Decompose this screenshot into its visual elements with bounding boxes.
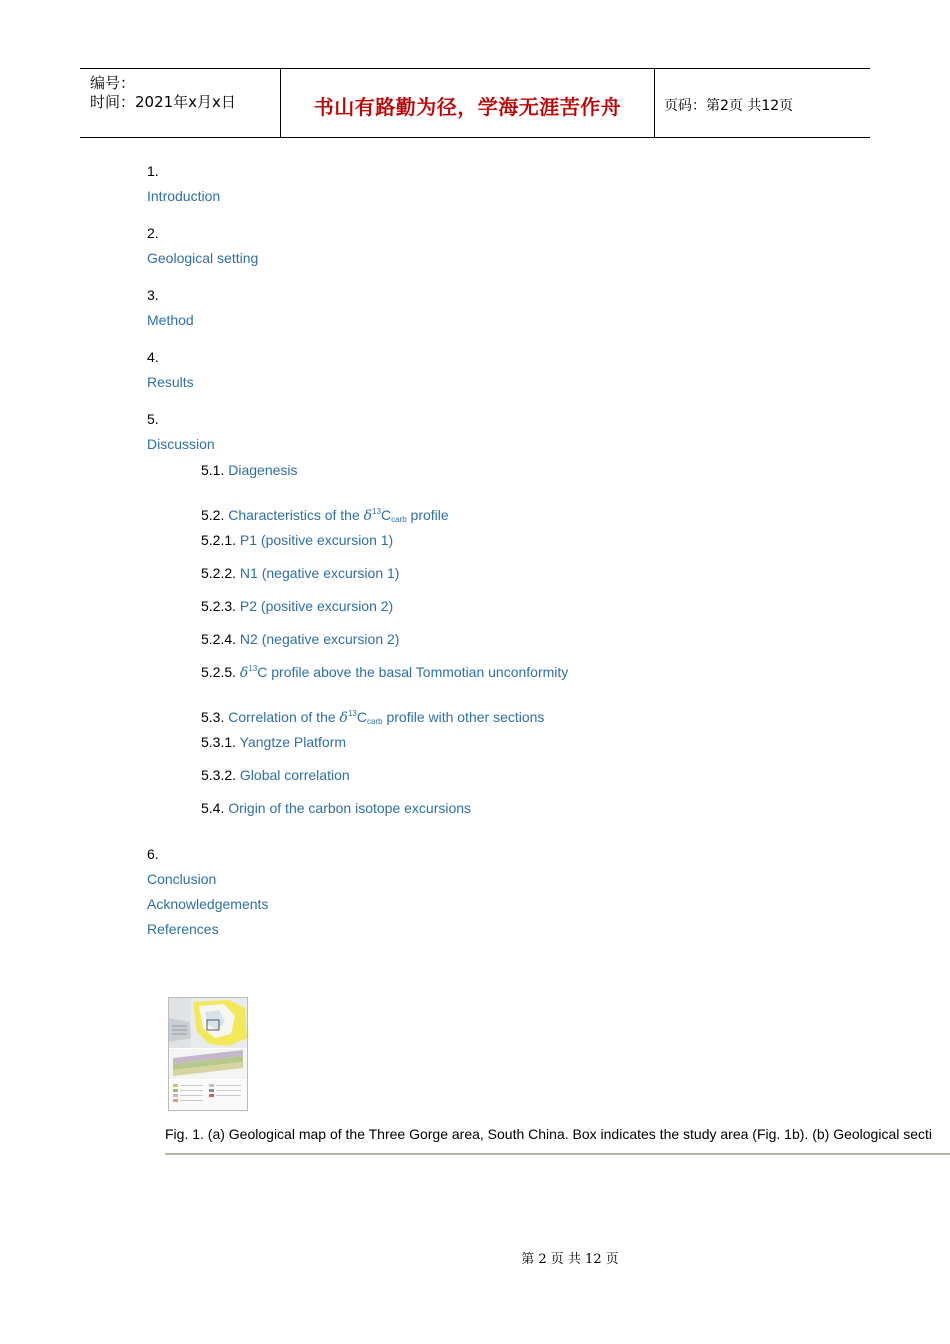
toc-number-5-2-5: 5.2.5. xyxy=(201,664,237,680)
figure-1-caption: Fig. 1. (a) Geological map of the Three Gorge area, South China. Box indicates the study area (Fig. 1b). (b) Geological secti xyxy=(165,1126,933,1142)
toc-link-discussion[interactable]: Discussion xyxy=(147,436,215,452)
toc-number-1: 1. xyxy=(147,163,159,179)
carbon-symbol: C xyxy=(380,507,392,523)
toc-link-geological-setting[interactable]: Geological setting xyxy=(147,250,259,266)
toc-item-5-2-5 xyxy=(201,664,568,681)
toc-number-2: 2. xyxy=(147,225,159,241)
toc-link-n2[interactable]: N2 (negative excursion 2) xyxy=(239,631,400,647)
toc-link-origin-excursions[interactable]: Origin of the carbon isotope excursions xyxy=(228,800,472,816)
motto-text: 书山有路勤为径，学海无涯苦作舟 xyxy=(313,94,622,119)
toc-link-characteristics-profile[interactable] xyxy=(228,507,448,523)
toc-number-5-3-2: 5.3.2. xyxy=(201,767,237,783)
toc-link-p2[interactable]: P2 (positive excursion 2) xyxy=(239,598,394,614)
toc-item-5-2-4 xyxy=(201,631,399,647)
delta-symbol: δ xyxy=(339,710,348,726)
superscript-13: 13 xyxy=(248,664,258,673)
delta-symbol: δ xyxy=(363,508,373,524)
figure-1-thumbnail[interactable] xyxy=(168,997,248,1111)
toc-link-n1[interactable]: N1 (negative excursion 1) xyxy=(239,565,400,581)
toc-number-5-2: 5.2. xyxy=(201,507,225,523)
toc-item-5-2-2 xyxy=(201,565,399,581)
toc-number-5-4: 5.4. xyxy=(201,800,225,816)
toc-link-p1[interactable]: P1 (positive excursion 1) xyxy=(239,532,394,548)
toc-5-2-pre: Characteristics of the xyxy=(228,507,364,523)
toc-number-5-2-4: 5.2.4. xyxy=(201,631,237,647)
toc-link-correlation[interactable] xyxy=(228,709,544,725)
carbon-symbol: C xyxy=(356,709,368,725)
toc-item-5-3 xyxy=(201,709,544,726)
header-meta-cell xyxy=(80,69,281,137)
serial-label: 编号： xyxy=(90,74,136,92)
toc-link-acknowledgements[interactable]: Acknowledgements xyxy=(147,896,269,912)
toc-item-5-3-1 xyxy=(201,734,346,750)
toc-item-5-2 xyxy=(201,507,449,524)
toc-number-5-1: 5.1. xyxy=(201,462,225,478)
toc-link-references[interactable]: References xyxy=(147,921,219,937)
toc-number-5-3-1: 5.3.1. xyxy=(201,734,237,750)
toc-5-3-pre: Correlation of the xyxy=(228,709,340,725)
superscript-13: 13 xyxy=(347,709,357,718)
toc-link-introduction[interactable]: Introduction xyxy=(147,188,221,204)
toc-link-results[interactable]: Results xyxy=(147,374,194,390)
page-footer: 第 2 页 共 12 页 xyxy=(521,1252,619,1267)
page-header xyxy=(80,68,870,138)
toc-number-5: 5. xyxy=(147,411,159,427)
toc-number-5-3: 5.3. xyxy=(201,709,225,725)
subscript-carb: carb xyxy=(391,515,407,524)
caption-divider xyxy=(165,1153,950,1155)
toc-number-5-2-2: 5.2.2. xyxy=(201,565,237,581)
toc-5-2-post: profile xyxy=(406,507,449,523)
toc-number-3: 3. xyxy=(147,287,159,303)
geological-map-image xyxy=(169,998,247,1110)
delta-symbol: δ xyxy=(239,665,249,681)
toc-number-5-2-3: 5.2.3. xyxy=(201,598,237,614)
toc-number-5-2-1: 5.2.1. xyxy=(201,532,237,548)
toc-link-method[interactable]: Method xyxy=(147,312,194,328)
page-info: 页码：第2页 共12页 xyxy=(664,98,794,114)
toc-5-3-post: profile with other sections xyxy=(382,709,545,725)
toc-link-conclusion[interactable]: Conclusion xyxy=(147,871,217,887)
header-page-cell xyxy=(655,69,870,137)
toc-item-5-1 xyxy=(201,462,298,478)
header-motto-cell xyxy=(281,69,655,137)
toc-5-2-5-post: C profile above the basal Tommotian unconformity xyxy=(257,664,569,680)
toc-item-5-2-3 xyxy=(201,598,393,614)
toc-link-diagenesis[interactable]: Diagenesis xyxy=(228,462,298,478)
date-label: 时间：2021年x月x日 xyxy=(90,93,236,111)
toc-item-5-4 xyxy=(201,800,471,816)
toc-item-5-3-2 xyxy=(201,767,350,783)
subscript-carb: carb xyxy=(367,717,383,726)
toc-link-yangtze-platform[interactable]: Yangtze Platform xyxy=(239,734,347,750)
toc-link-profile-above-unconformity[interactable] xyxy=(240,664,568,680)
toc-item-5-2-1 xyxy=(201,532,393,548)
toc-number-4: 4. xyxy=(147,349,159,365)
toc-number-6: 6. xyxy=(147,846,159,862)
toc-link-global-correlation[interactable]: Global correlation xyxy=(239,767,350,783)
superscript-13: 13 xyxy=(372,507,381,516)
